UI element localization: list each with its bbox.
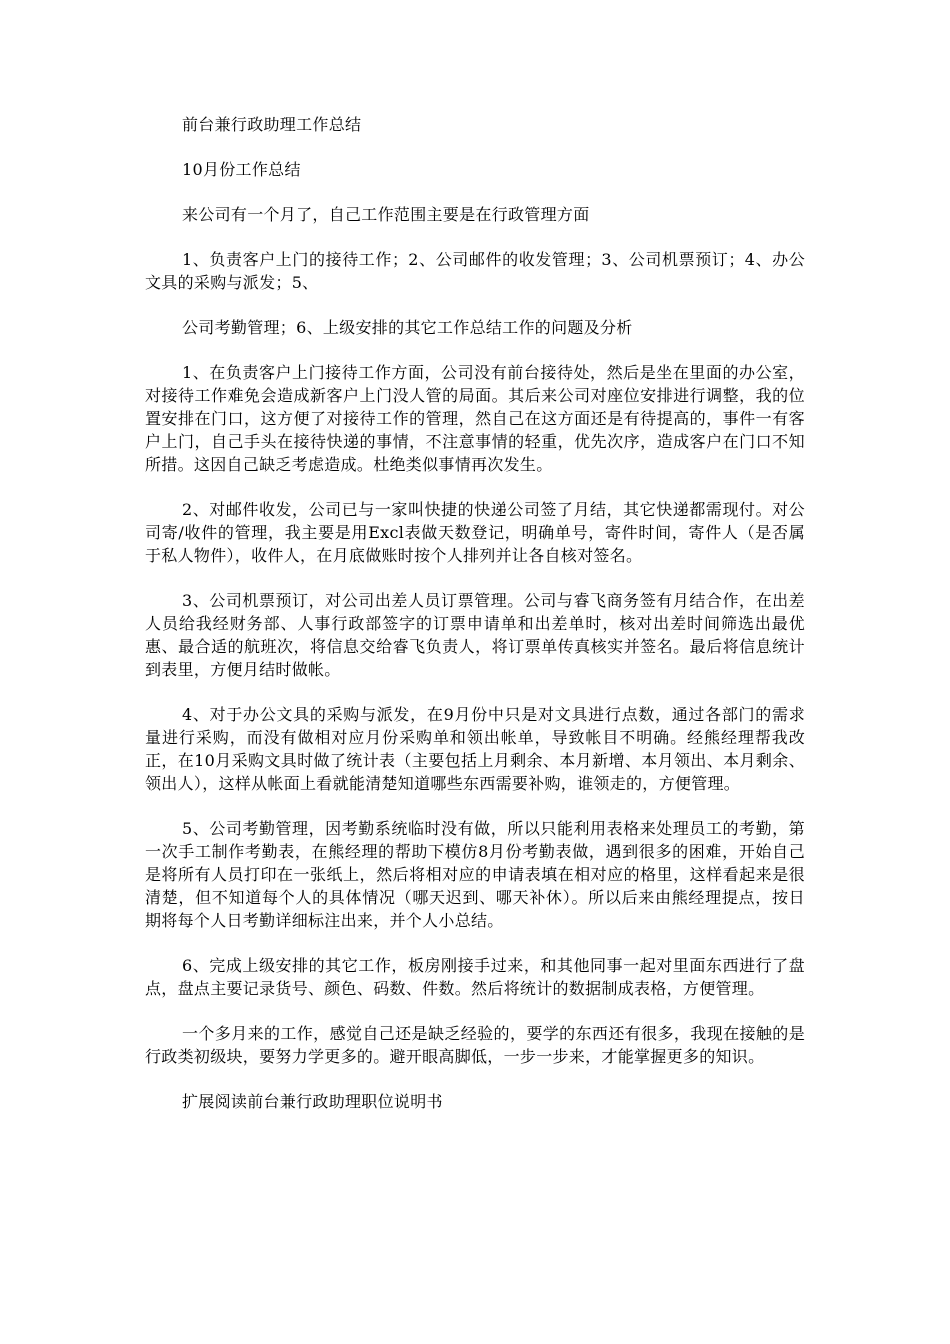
section-heading: 10月份工作总结 <box>182 160 301 179</box>
intro-paragraph: 来公司有一个月了，自己工作范围主要是在行政管理方面 <box>182 205 590 224</box>
body-paragraph-other-work: 6、完成上级安排的其它工作，板房刚接手过来，和其他同事一起对里面东西进行了盘点，盘点主要记录货号、颜色、码数、件数。然后将统计的数据制成表格，方便管理。 <box>145 956 805 998</box>
body-paragraph-tickets: 3、公司机票预订，对公司出差人员订票管理。公司与睿飞商务签有月结合作，在出差人员给我经财务部、人事行政部签字的订票申请单和出差单时，核对出差时间筛选出最优惠、最合适的航班次，将信息交给睿飞负责人，将订票单传真核实并签名。最后将信息统计到表里，方便月结时做帐。 <box>145 591 805 679</box>
duties-list-continuation: 公司考勤管理；6、上级安排的其它工作总结工作的问题及分析 <box>182 318 633 337</box>
document-body <box>145 113 805 1135</box>
conclusion-paragraph: 一个多月来的工作，感觉自己还是缺乏经验的，要学的东西还有很多，我现在接触的是行政类初级块，要努力学更多的。避开眼高脚低，一步一步来，才能掌握更多的知识。 <box>145 1024 805 1066</box>
body-paragraph-reception: 1、在负责客户上门接待工作方面，公司没有前台接待处，然后是坐在里面的办公室，对接待工作难免会造成新客户上门没人管的局面。其后来公司对座位安排进行调整，我的位置安排在门口，这方便了对接待工作的管理，然自己在这方面还是有待提高的，事件一有客户上门，自己手头在接待快递的事情，不注意事情的轻重，优先次序，造成客户在门口不知所措。这因自己缺乏考虑造成。杜绝类似事情再次发生。 <box>145 363 805 474</box>
duties-list-paragraph: 1、负责客户上门的接待工作；2、公司邮件的收发管理；3、公司机票预订；4、办公文具的采购与派发；5、 <box>145 250 805 292</box>
document-title: 前台兼行政助理工作总结 <box>182 115 362 134</box>
body-paragraph-attendance: 5、公司考勤管理，因考勤系统临时没有做，所以只能利用表格来处理员工的考勤，第一次手工制作考勤表，在熊经理的帮助下模仿8月份考勤表做，遇到很多的困难，开始自己是将所有人员打印在一张纸上，然后将相对应的申请表填在相对应的格里，这样看起来是很清楚，但不知道每个人的具体情况（哪天迟到、哪天补休）。所以后来由熊经理提点，按日期将每个人日考勤详细标注出来，并个人小总结。 <box>145 819 805 930</box>
extended-reading-heading: 扩展阅读前台兼行政助理职位说明书 <box>182 1092 443 1111</box>
body-paragraph-stationery: 4、对于办公文具的采购与派发，在9月份中只是对文具进行点数，通过各部门的需求量进行采购，而没有做相对应月份采购单和领出帐单，导致帐目不明确。经熊经理帮我改正，在10月采购文具时做了统计表（主要包括上月剩余、本月新增、本月领出、本月剩余、领出人），这样从帐面上看就能清楚知道哪些东西需要补购，谁领走的，方便管理。 <box>145 705 805 793</box>
body-paragraph-mail: 2、对邮件收发，公司已与一家叫快捷的快递公司签了月结，其它快递都需现付。对公司寄/收件的管理，我主要是用Excl表做天数登记，明确单号，寄件时间，寄件人（是否属于私人物件），收件人，在月底做账时按个人排列并让各自核对签名。 <box>145 500 805 565</box>
